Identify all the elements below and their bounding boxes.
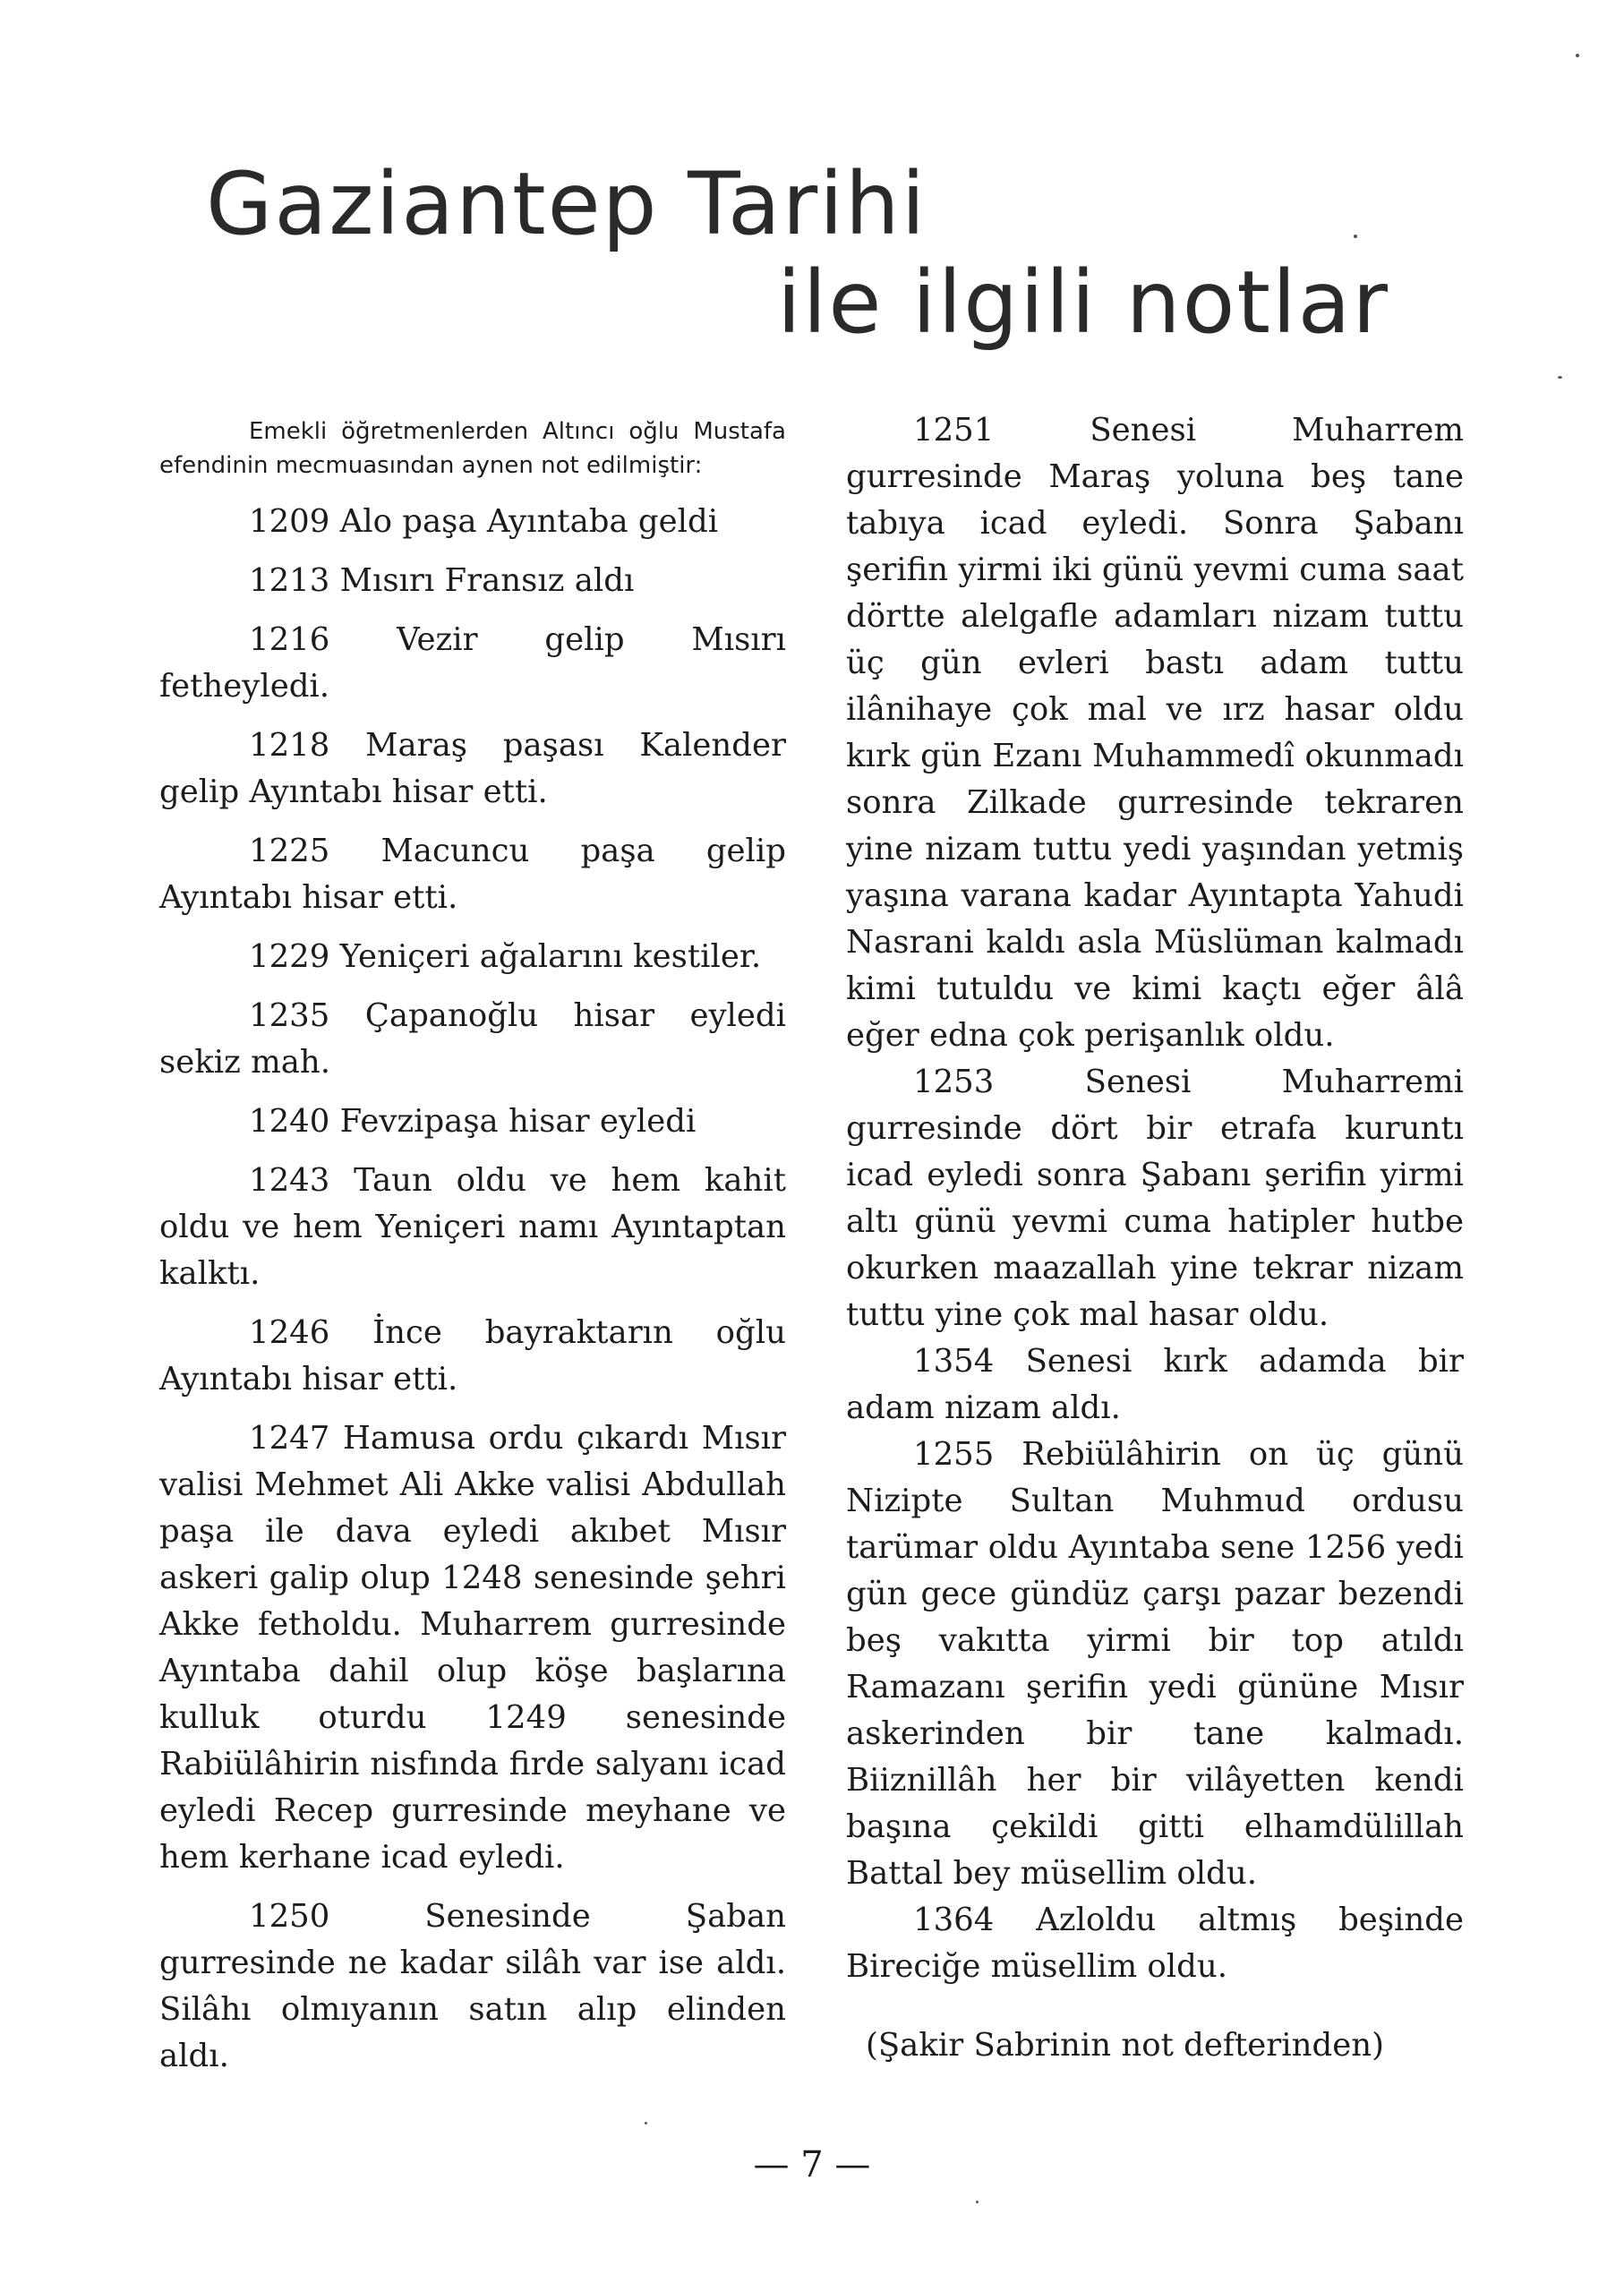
source-note: (Şakir Sabrinin not defterinden): [866, 2026, 1384, 2064]
note-entry: 1209 Alo paşa Ayıntaba geldi: [249, 503, 719, 540]
note-entry: 1250 Senesinde Şaban gurresinde ne kadar silâh var ise aldı. Silâhı olmıyanın satın alıp elinden aldı.: [159, 1898, 786, 2074]
note-entry: 1364 Azloldu altmış beşinde Bireciğe müsellim oldu.: [846, 1902, 1464, 1985]
print-speck: [976, 2201, 979, 2203]
note-entry: 1218 Maraş paşası Kalender gelip Ayıntabı hisar etti.: [159, 727, 786, 810]
note-entry: 1253 Senesi Muharremi gurresinde dört bir etrafa kuruntı icad eyledi sonra Şabanı şerifin yirmi altı günü yevmi cuma hatipler hutbe okurken maazallah yine tekrar nizam tuttu yine çok mal hasar oldu.: [846, 1064, 1464, 1333]
note-entry: 1213 Mısırı Fransız aldı: [249, 562, 635, 599]
note-entry: 1251 Senesi Muharrem gurresinde Maraş yoluna beş tane tabıya icad eyledi. Sonra Şabanı şerifin yirmi iki günü yevmi cuma saat dörtte alelgafle adamları nizam tuttu üç gün evleri bastı adam tuttu ilânihaye çok mal ve ırz hasar oldu kırk gün Ezanı Muhammedî okunmadı sonra Zilkade gurresinde tekraren yine nizam tuttu yedi yaşından yetmiş yaşına varana kadar Ayıntapta Yahudi Nasrani kaldı asla Müslüman kalmadı kimi tutuldu ve kimi kaçtı eğer âlâ eğer edna çok perişanlık oldu.: [846, 412, 1464, 1054]
right-column: [846, 407, 1464, 2100]
print-speck: [645, 2122, 647, 2124]
note-entry: 1246 İnce bayraktarın oğlu Ayıntabı hisar etti.: [159, 1314, 786, 1398]
note-entry: 1216 Vezir gelip Mısırı fetheyledi.: [159, 621, 786, 705]
note-entry: 1225 Macuncu paşa gelip Ayıntabı hisar etti.: [159, 833, 786, 916]
print-speck: [1354, 235, 1357, 238]
note-entry: 1243 Taun oldu ve hem kahit oldu ve hem Yeniçeri namı Ayıntaptan kalktı.: [159, 1162, 786, 1292]
page-number: — 7 —: [753, 2144, 871, 2185]
note-entry: 1255 Rebiülâhirin on üç günü Nizipte Sultan Muhmud ordusu tarümar oldu Ayıntaba sene 1256 yedi gün gece gündüz çarşı pazar bezendi beş vakıtta yirmi bir top atıldı Ramazanı şerifin yedi gününe Mısır askerinden bir tane kalmadı. Biiznillâh her bir vilâyetten kendi başına çekildi gitti elhamdülillah Battal bey müsellim oldu.: [846, 1436, 1464, 1892]
page-title-line-1: Gaziantep Tarihi: [206, 154, 927, 254]
note-entry: 1235 Çapanoğlu hisar eyledi sekiz mah.: [159, 997, 786, 1081]
note-entry: 1354 Senesi kırk adamda bir adam nizam aldı.: [846, 1343, 1464, 1426]
print-speck: [1576, 54, 1579, 57]
print-speck: [1558, 376, 1562, 379]
left-column: [159, 407, 786, 2092]
note-entry: 1240 Fevzipaşa hisar eyledi: [249, 1103, 697, 1140]
note-entry: 1229 Yeniçeri ağalarını kestiler.: [249, 938, 762, 975]
page-title-line-2: ile ilgili notlar: [777, 252, 1389, 353]
intro-note: Emekli öğretmenlerden Altıncı oğlu Mustafa efendinin mecmuasından aynen not edilmiştir:: [159, 418, 786, 479]
note-entry: 1247 Hamusa ordu çıkardı Mısır valisi Mehmet Ali Akke valisi Abdullah paşa ile dava eyledi akıbet Mısır askeri galip olup 1248 senesinde şehri Akke fetholdu. Muharrem gurresinde Ayıntaba dahil olup köşe başlarına kulluk oturdu 1249 senesinde Rabiülâhirin nisfında firde salyanı icad eyledi Recep gurresinde meyhane ve hem kerhane icad eyledi.: [159, 1420, 786, 1876]
